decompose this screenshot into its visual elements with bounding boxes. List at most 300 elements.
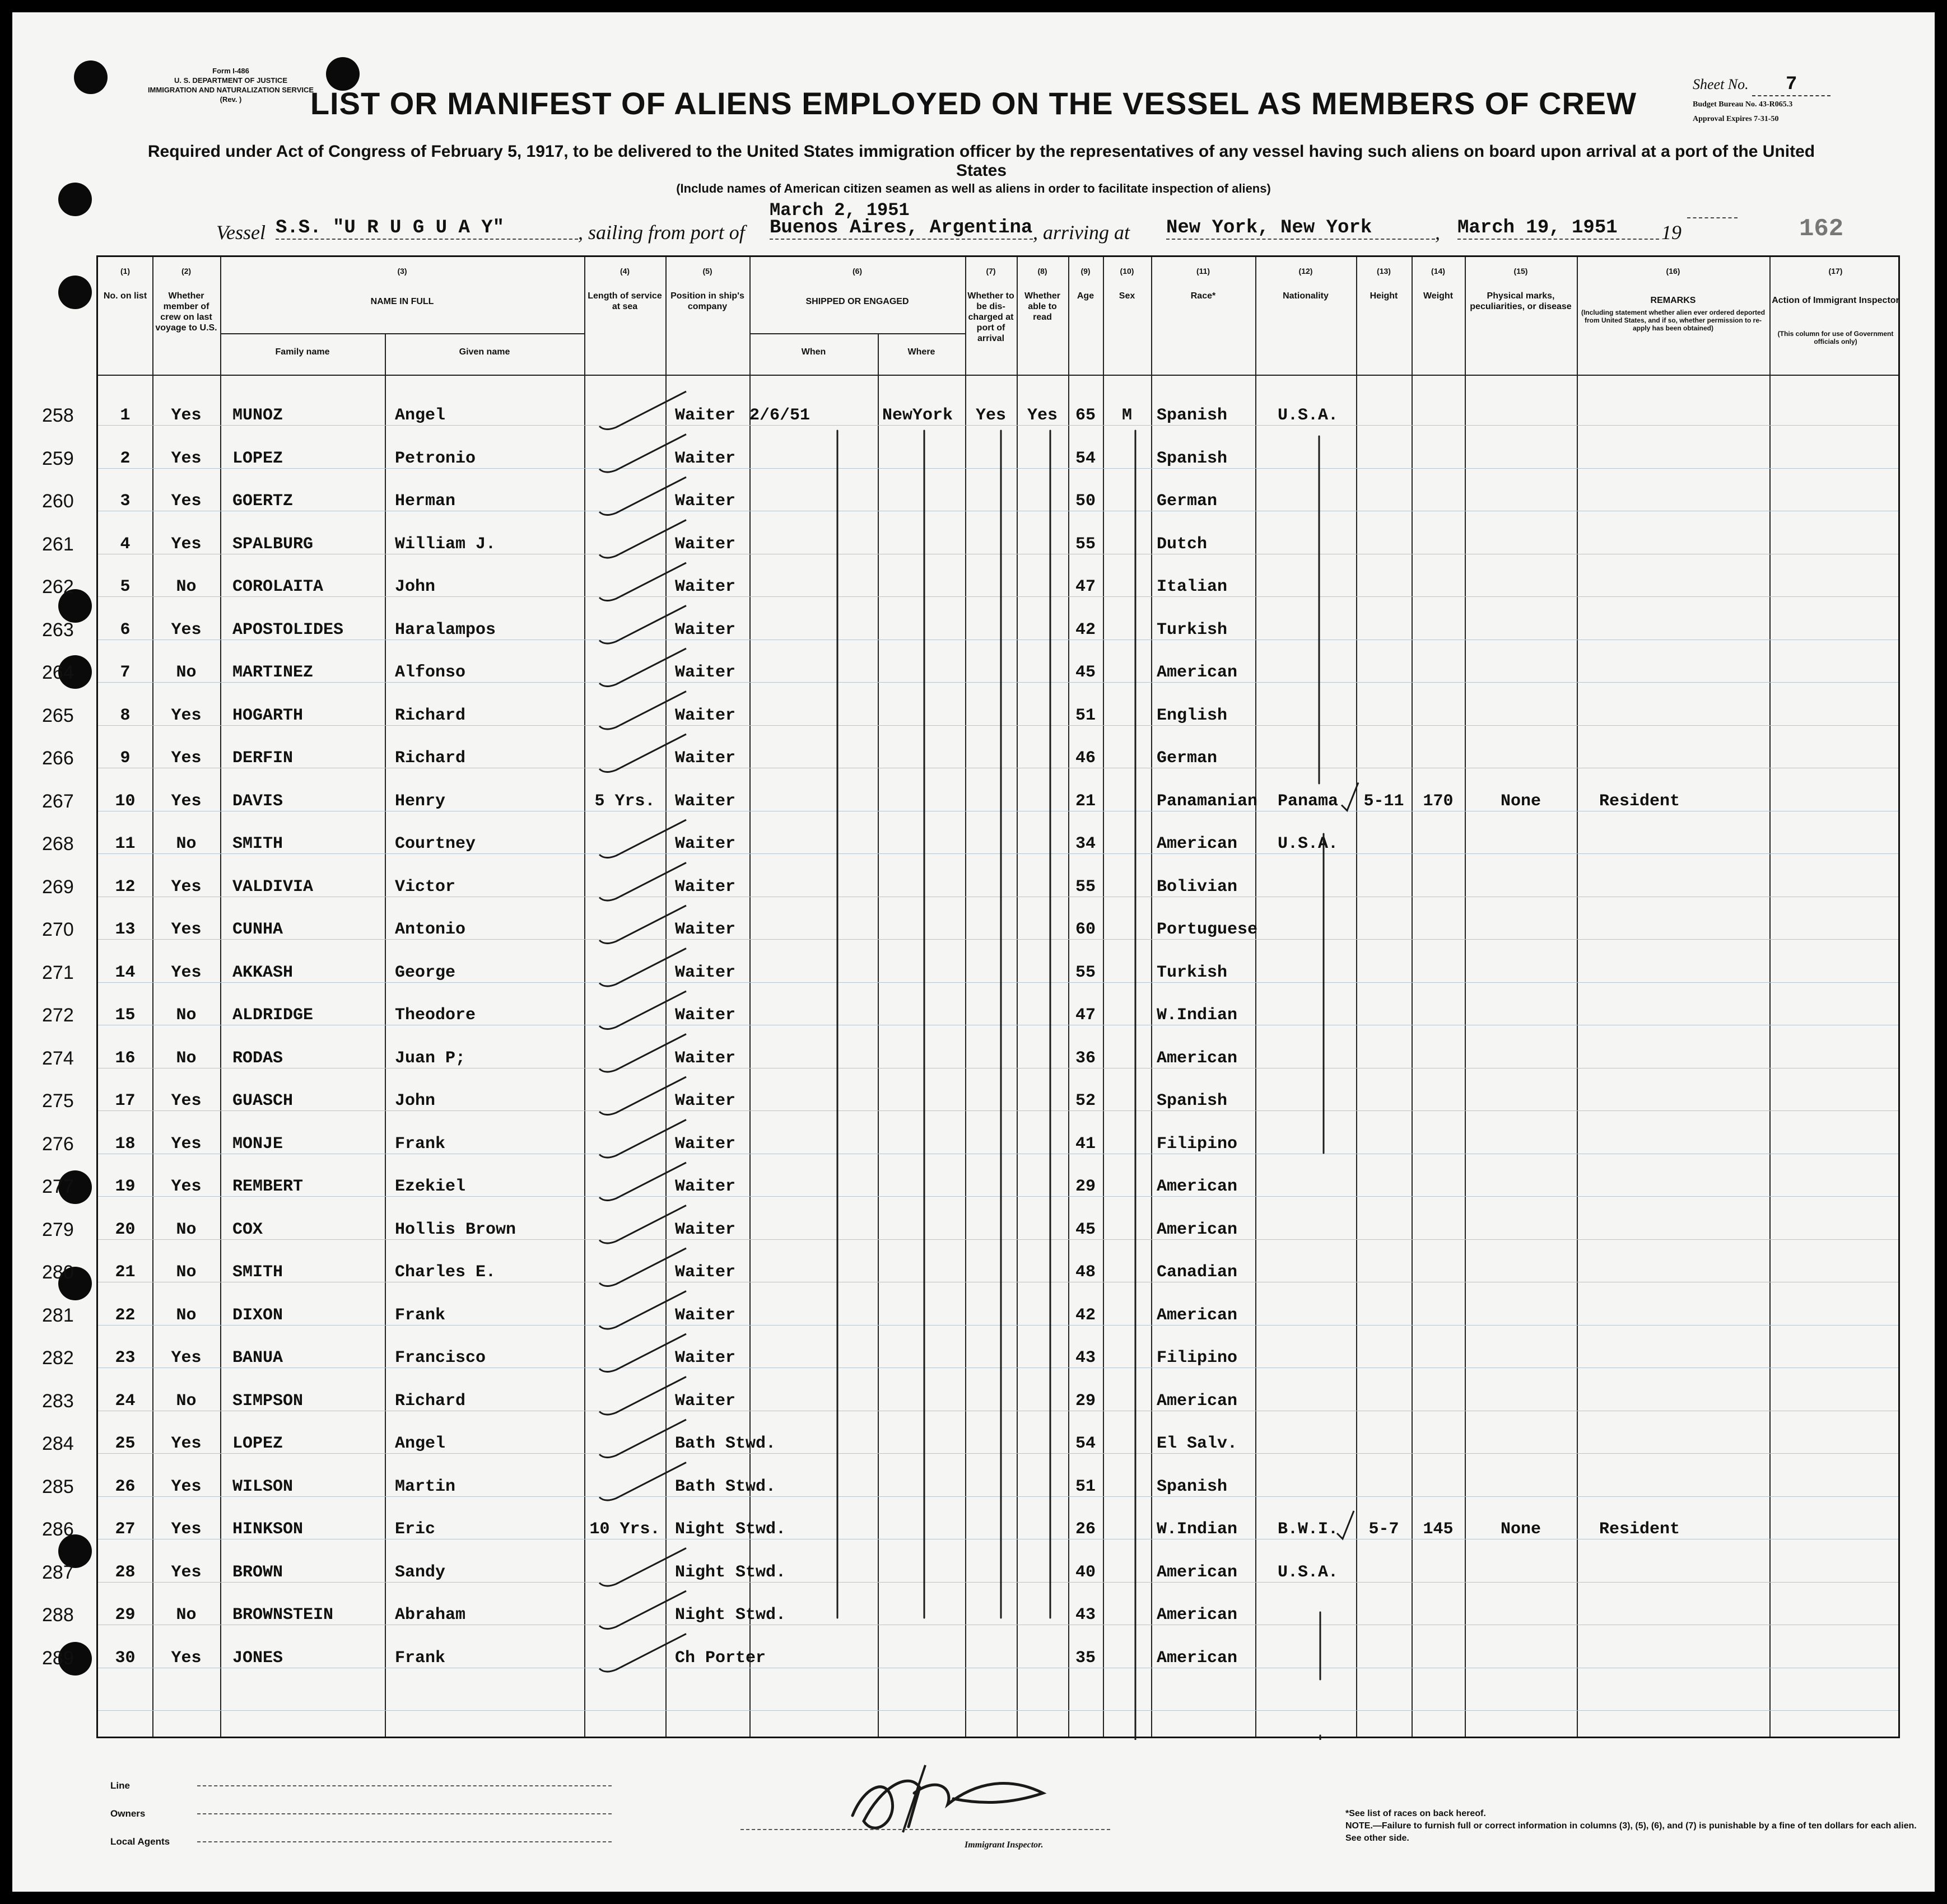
cell-last-voyage: Yes bbox=[171, 1134, 202, 1154]
cell-given-name: Theodore bbox=[395, 1006, 476, 1025]
cell-family-name: SMITH bbox=[232, 1263, 283, 1282]
cell-last-voyage: Yes bbox=[171, 920, 202, 939]
manifest-line-number: 281 bbox=[42, 1304, 74, 1326]
cell-age: 47 bbox=[1075, 577, 1096, 596]
cell-age: 42 bbox=[1075, 620, 1096, 640]
cell-nationality: U.S.A. bbox=[1278, 1562, 1339, 1582]
crew-manifest-table bbox=[42, 255, 1900, 1738]
cell-family-name: BANUA bbox=[232, 1348, 283, 1368]
cell-family-name: GOERTZ bbox=[232, 492, 294, 511]
year-label: 19 bbox=[1661, 221, 1682, 244]
service: IMMIGRATION AND NATURALIZATION SERVICE bbox=[147, 86, 314, 94]
owners-field bbox=[197, 1813, 612, 1814]
cell-last-voyage: Yes bbox=[171, 877, 202, 897]
cell-family-name: SIMPSON bbox=[232, 1391, 304, 1411]
cell-race: Spanish bbox=[1157, 449, 1228, 468]
immigrant-inspector-label: Immigrant Inspector. bbox=[965, 1840, 1044, 1850]
cell-race: Canadian bbox=[1157, 1263, 1238, 1282]
cell-race: W.Indian bbox=[1157, 1006, 1238, 1025]
cell-row-number: 12 bbox=[115, 877, 136, 897]
column-number: (3) bbox=[397, 267, 407, 276]
column-header: Sex bbox=[1119, 291, 1135, 301]
column-note: (This column for use of Government officials only) bbox=[1777, 330, 1894, 346]
arrival-date: March 19, 1951 bbox=[1457, 217, 1659, 240]
cell-row-number: 2 bbox=[120, 449, 131, 468]
cell-age: 54 bbox=[1075, 1434, 1096, 1453]
cell-last-voyage: Yes bbox=[171, 1477, 202, 1496]
check-mark bbox=[599, 949, 686, 987]
column-number: (17) bbox=[1828, 267, 1843, 276]
cell-last-voyage: Yes bbox=[171, 1348, 202, 1368]
cell-given-name: Haralampos bbox=[395, 620, 496, 640]
cell-row-number: 9 bbox=[120, 749, 131, 768]
races-note: *See list of races on back hereof. bbox=[1345, 1809, 1486, 1818]
manifest-line-number: 261 bbox=[42, 533, 74, 555]
cell-age: 41 bbox=[1075, 1134, 1096, 1154]
cell-position: Waiter bbox=[675, 834, 736, 853]
cell-last-voyage: Yes bbox=[171, 791, 202, 811]
cell-given-name: Antonio bbox=[395, 920, 466, 939]
manifest-line-number: 268 bbox=[42, 833, 74, 855]
cell-given-name: Alfonso bbox=[395, 663, 466, 682]
cell-age: 52 bbox=[1075, 1091, 1096, 1110]
page-title: LIST OR MANIFEST OF ALIENS EMPLOYED ON THE VESSEL AS MEMBERS OF CREW bbox=[310, 86, 1637, 121]
manifest-line-number: 274 bbox=[42, 1047, 74, 1069]
cell-row-number: 28 bbox=[115, 1562, 136, 1582]
cell-given-name: Ezekiel bbox=[395, 1177, 466, 1196]
column-number: (13) bbox=[1377, 267, 1391, 276]
cell-family-name: ALDRIDGE bbox=[232, 1006, 314, 1025]
cell-family-name: DERFIN bbox=[232, 749, 294, 768]
cell-position: Waiter bbox=[675, 920, 736, 939]
cell-given-name: John bbox=[395, 1091, 436, 1110]
cell-race: American bbox=[1157, 1177, 1238, 1196]
cell-age: 36 bbox=[1075, 1048, 1096, 1068]
cell-given-name: Hollis Brown bbox=[395, 1220, 516, 1239]
cell-given-name: Victor bbox=[395, 877, 456, 897]
cell-nationality: U.S.A. bbox=[1278, 834, 1339, 853]
cell-age: 35 bbox=[1075, 1648, 1096, 1668]
cell-position: Waiter bbox=[675, 534, 736, 554]
handwritten-marks bbox=[98, 257, 1902, 1740]
cell-service-length: 5 Yrs. bbox=[594, 791, 655, 811]
manifest-line-number: 286 bbox=[42, 1519, 74, 1540]
manifest-line-number: 282 bbox=[42, 1347, 74, 1369]
cell-height: 5-7 bbox=[1368, 1520, 1399, 1539]
sheet-label: Sheet No. bbox=[1693, 76, 1749, 92]
cell-age: 55 bbox=[1075, 877, 1096, 897]
cell-row-number: 14 bbox=[115, 963, 136, 982]
arriving-label: , arriving at bbox=[1033, 221, 1130, 244]
cell-position: Night Stwd. bbox=[675, 1606, 786, 1625]
check-mark bbox=[599, 1634, 686, 1672]
check-mark bbox=[599, 477, 686, 515]
cell-age: 40 bbox=[1075, 1562, 1096, 1582]
column-header: Age bbox=[1077, 291, 1094, 301]
column-number: (5) bbox=[702, 267, 712, 276]
cell-race: Filipino bbox=[1157, 1134, 1238, 1154]
cell-nationality: Panama bbox=[1278, 791, 1339, 811]
cell-row-number: 21 bbox=[115, 1263, 136, 1282]
cell-position: Waiter bbox=[675, 791, 736, 811]
cell-family-name: DAVIS bbox=[232, 791, 283, 811]
cell-family-name: BROWNSTEIN bbox=[232, 1606, 334, 1625]
check-mark bbox=[599, 1591, 686, 1629]
check-mark bbox=[1342, 783, 1358, 811]
cell-family-name: APOSTOLIDES bbox=[232, 620, 344, 640]
department: U. S. DEPARTMENT OF JUSTICE bbox=[174, 76, 287, 85]
check-mark bbox=[599, 1120, 686, 1158]
cell-race: El Salv. bbox=[1157, 1434, 1238, 1453]
check-mark bbox=[599, 1163, 686, 1201]
cell-position: Waiter bbox=[675, 620, 736, 640]
manifest-line-number: 263 bbox=[42, 619, 74, 641]
check-mark bbox=[599, 1248, 686, 1286]
cell-last-voyage: Yes bbox=[171, 449, 202, 468]
cell-family-name: MONJE bbox=[232, 1134, 283, 1154]
manifest-line-number: 271 bbox=[42, 962, 74, 983]
cell-row-number: 5 bbox=[120, 577, 131, 596]
cell-age: 55 bbox=[1075, 534, 1096, 554]
cell-last-voyage: Yes bbox=[171, 406, 202, 425]
manifest-line-number: 283 bbox=[42, 1390, 74, 1412]
cell-weight: 145 bbox=[1423, 1520, 1454, 1539]
cell-position: Waiter bbox=[675, 1177, 736, 1196]
cell-race: Italian bbox=[1157, 577, 1228, 596]
cell-age: 21 bbox=[1075, 791, 1096, 811]
cell-physical-marks: None bbox=[1500, 1520, 1541, 1539]
manifest-sheet: Form I-486 U. S. DEPARTMENT OF JUSTICE IMMIGRATION AND NATURALIZATION SERVICE (Rev. ) Sheet No. 7 Budget Bureau No. 43-R065.3 Approval Expires 7-31-50 LIST OR MANIFEST OF ALIENS EMPLOYED ON THE VESSEL AS MEMBERS OF CREW Required under Act of Congress of February 5, 1917, to be delivered to the United States immigration officer by the representatives of any vessel having such aliens on board upon arrival at a port of the United States (Include names of American citizen seamen as well as aliens in order to facilitate inspection of aliens) Vessel S.S. "U R U G U A Y" , sailing from port of March 2, 1951 Buenos Aires, Argentina , arriving at New York, New York , March 19, 1951 19 162 (1) No. on list (2) Whether member of crew on last voyage to U.S. (3) NAME IN FULL Family name Given name (4) Length of service at sea (5) Position in ship's company (6) SHIPPED OR ENGAGED When Where (7) Whether to be dis-charged at port of arrival (8) Whether able to read (9) Age (10) Sex (11) Race* (12) Nationality (13) Height (14) Weight (15) Physical marks, peculiarities, or disease (16) REMARKS (Including statement whether alien ever ordered deported from United States, and if so, whether permission to re-apply has been obtained) (17) Action of Immigrant Inspector (This column for use of Government officials only) 258 1 Yes MUNOZ Angel Waiter 2/6/51 NewYork Yes Yes 65 M Spanish U.S.A. 259 2 Yes LOPEZ Petronio Waiter 54 Spanish 260 3 Yes GOERTZ Herman Waiter 50 German 261 4 Yes SPALBURG William J. Waiter 55 Dutch 262 5 No COROLAITA John Waiter 47 Italian 263 6 Yes APOSTOLIDES Haralampos Waiter 42 Turkish 264 7 No MARTINEZ Alfonso Waiter 45 American 265 8 Yes HOGARTH Richard Waiter 51 English 266 9 Yes DERFIN Richard Waiter 46 German 267 10 Yes DAVIS Henry 5 Yrs. Waiter 21 Panamanian Panama 5-11 170 None Resident 268 11 No SMITH Courtney Waiter 34 American U.S.A. 269 12 Yes VALDIVIA Victor Waiter 55 Bolivian 270 13 Yes CUNHA Antonio Waiter 60 Portuguese 271 14 Yes AKKASH George Waiter 55 Turkish 272 15 No ALDRIDGE Theodore Waiter 47 W.Indian 274 16 No RODAS Juan P; Waiter 36 American 275 17 Yes GUASCH John Waiter 52 Spanish 276 18 Yes MONJE Frank Waiter 41 Filipino 277 19 Yes REMBERT Ezekiel Waiter 29 American 279 20 No COX Hollis Brown Waiter 45 American 280 21 No SMITH Charles E. Waiter 48 Canadian 281 22 No DIXON Frank Waiter 42 American 282 23 Yes BANUA Francisco Waiter 43 Filipino 283 24 No SIMPSON Richard Waiter 29 American 284 25 Yes LOPEZ Angel Bath Stwd. 54 El Salv. 285 26 Yes WILSON Martin Bath Stwd. 51 Spanish 286 27 Yes HINKSON Eric 10 Yrs. Night Stwd. 26 W.Indian B.W.I. 5-7 145 None Resident 287 28 Yes BROWN Sandy Night Stwd. 40 American U.S.A. 288 29 No BROWNSTEIN Abraham Night Stwd. 43 American 289 30 Yes JONES Frank Ch Porter 35 American Line Owners Local Agents Immigrant Inspector. *See list of races on back hereof. NOTE.—Failure to furnish full or correct information in columns (3), (5), (6), and (7) is punishable by a fine of ten dollars for each alien. See other side. bbox=[12, 12, 1935, 1892]
budget-bureau: Budget Bureau No. 43-R065.3 bbox=[1693, 100, 1793, 109]
cell-position: Ch Porter bbox=[675, 1648, 766, 1668]
cell-last-voyage: Yes bbox=[171, 1177, 202, 1196]
manifest-line-number: 270 bbox=[42, 919, 74, 940]
cell-position: Waiter bbox=[675, 492, 736, 511]
cell-position: Waiter bbox=[675, 1220, 736, 1239]
column-note: (Including statement whether alien ever ordered deported from United States, and if so, whether permission to re-apply has been obtained) bbox=[1581, 309, 1766, 332]
column-header: Length of service at sea bbox=[588, 291, 662, 311]
cell-family-name: LOPEZ bbox=[232, 449, 283, 468]
manifest-line-number: 287 bbox=[42, 1561, 74, 1583]
cell-sex: M bbox=[1121, 406, 1132, 425]
line-field bbox=[197, 1785, 612, 1786]
manifest-line-number: 275 bbox=[42, 1090, 74, 1112]
cell-row-number: 1 bbox=[120, 406, 131, 425]
cell-row-number: 17 bbox=[115, 1091, 136, 1110]
cell-position: Night Stwd. bbox=[675, 1562, 786, 1582]
check-mark bbox=[599, 391, 686, 430]
cell-age: 65 bbox=[1075, 406, 1096, 425]
cell-given-name: John bbox=[395, 577, 436, 596]
cell-given-name: Abraham bbox=[395, 1606, 466, 1625]
cell-given-name: Charles E. bbox=[395, 1263, 496, 1282]
cell-age: 51 bbox=[1075, 706, 1096, 725]
cell-race: Spanish bbox=[1157, 1477, 1228, 1496]
cell-race: Panamanian bbox=[1157, 791, 1258, 811]
column-subheader: Family name bbox=[275, 347, 330, 357]
cell-last-voyage: Yes bbox=[171, 706, 202, 725]
cell-row-number: 20 bbox=[115, 1220, 136, 1239]
manifest-line-number: 267 bbox=[42, 790, 74, 812]
cell-given-name: Francisco bbox=[395, 1348, 486, 1368]
column-header: Action of Immigrant Inspector bbox=[1772, 296, 1899, 305]
check-mark bbox=[599, 734, 686, 772]
cell-family-name: CUNHA bbox=[232, 920, 283, 939]
column-header: No. on list bbox=[103, 291, 147, 301]
cell-age: 45 bbox=[1075, 663, 1096, 682]
sailing-port: Buenos Aires, Argentina bbox=[770, 217, 1033, 239]
cell-row-number: 23 bbox=[115, 1348, 136, 1368]
column-header: Physical marks, peculiarities, or disease bbox=[1470, 291, 1572, 311]
check-mark bbox=[599, 906, 686, 944]
cell-age: 46 bbox=[1075, 749, 1096, 768]
approval-expiry: Approval Expires 7-31-50 bbox=[1693, 115, 1779, 123]
cell-row-number: 25 bbox=[115, 1434, 136, 1453]
cell-family-name: MARTINEZ bbox=[232, 663, 314, 682]
cell-position: Waiter bbox=[675, 1263, 736, 1282]
include-note: (Include names of American citizen seamen as well as aliens in order to facilitate inspection of aliens) bbox=[676, 181, 1271, 195]
check-mark bbox=[599, 820, 686, 858]
check-mark bbox=[599, 435, 686, 473]
form-number: Form I-486 bbox=[212, 67, 249, 75]
cell-able-to-read: Yes bbox=[1027, 406, 1058, 425]
check-mark bbox=[599, 1034, 686, 1072]
column-header: REMARKS bbox=[1650, 296, 1696, 305]
cell-race: American bbox=[1157, 1648, 1238, 1668]
cell-family-name: GUASCH bbox=[232, 1091, 294, 1110]
cell-family-name: MUNOZ bbox=[232, 406, 283, 425]
cell-position: Waiter bbox=[675, 1391, 736, 1411]
cell-race: American bbox=[1157, 1606, 1238, 1625]
cell-last-voyage: No bbox=[176, 1048, 197, 1068]
footer-notes bbox=[1345, 1808, 1928, 1845]
cell-family-name: SMITH bbox=[232, 834, 283, 853]
cell-row-number: 29 bbox=[115, 1606, 136, 1625]
check-mark bbox=[1337, 1511, 1354, 1539]
cell-position: Waiter bbox=[675, 1048, 736, 1068]
sheet-number: 7 bbox=[1752, 74, 1830, 96]
column-number: (1) bbox=[120, 267, 131, 276]
cell-family-name: AKKASH bbox=[232, 963, 294, 982]
cell-last-voyage: No bbox=[176, 1391, 197, 1411]
cell-given-name: Martin bbox=[395, 1477, 456, 1496]
column-header: Race* bbox=[1190, 291, 1216, 301]
column-number: (10) bbox=[1120, 267, 1134, 276]
column-number: (8) bbox=[1037, 267, 1047, 276]
cell-last-voyage: Yes bbox=[171, 963, 202, 982]
column-header: Whether able to read bbox=[1024, 291, 1060, 322]
cell-race: American bbox=[1157, 1391, 1238, 1411]
cell-remarks: Resident bbox=[1599, 791, 1680, 811]
column-header: Nationality bbox=[1283, 291, 1329, 301]
cell-row-number: 6 bbox=[120, 620, 131, 640]
column-subheader: When bbox=[801, 347, 826, 357]
manifest-line-number: 289 bbox=[42, 1647, 74, 1669]
cell-position: Bath Stwd. bbox=[675, 1434, 776, 1453]
cell-last-voyage: Yes bbox=[171, 1562, 202, 1582]
cell-row-number: 10 bbox=[115, 791, 136, 811]
check-mark bbox=[599, 1334, 686, 1372]
manifest-line-number: 265 bbox=[42, 704, 74, 726]
cell-race: Turkish bbox=[1157, 620, 1228, 640]
cell-family-name: RODAS bbox=[232, 1048, 283, 1068]
cell-race: Spanish bbox=[1157, 406, 1228, 425]
manifest-line-number: 280 bbox=[42, 1262, 74, 1283]
cell-race: American bbox=[1157, 1305, 1238, 1325]
cell-age: 48 bbox=[1075, 1263, 1096, 1282]
arriving-port: New York, New York bbox=[1166, 217, 1435, 240]
column-number: (15) bbox=[1513, 267, 1528, 276]
cell-family-name: COROLAITA bbox=[232, 577, 324, 596]
cell-position: Waiter bbox=[675, 1006, 736, 1025]
cell-race: Dutch bbox=[1157, 534, 1208, 554]
manifest-line-number: 259 bbox=[42, 447, 74, 469]
check-mark bbox=[599, 1548, 686, 1586]
cell-physical-marks: None bbox=[1500, 791, 1541, 811]
cell-given-name: Eric bbox=[395, 1520, 436, 1539]
cell-age: 29 bbox=[1075, 1177, 1096, 1196]
cell-row-number: 8 bbox=[120, 706, 131, 725]
cell-age: 54 bbox=[1075, 449, 1096, 468]
check-mark bbox=[599, 1377, 686, 1415]
cell-race: W.Indian bbox=[1157, 1520, 1238, 1539]
cell-position: Night Stwd. bbox=[675, 1520, 786, 1539]
cell-last-voyage: No bbox=[176, 834, 197, 853]
column-header: Height bbox=[1370, 291, 1398, 301]
cell-age: 43 bbox=[1075, 1606, 1096, 1625]
cell-position: Waiter bbox=[675, 663, 736, 682]
revision: (Rev. ) bbox=[220, 95, 242, 104]
column-subheader: Given name bbox=[459, 347, 510, 357]
cell-given-name: Frank bbox=[395, 1134, 446, 1154]
cell-given-name: Frank bbox=[395, 1648, 446, 1668]
cell-given-name: Richard bbox=[395, 749, 466, 768]
cell-given-name: Angel bbox=[395, 1434, 446, 1453]
cell-service-length: 10 Yrs. bbox=[589, 1520, 660, 1539]
cell-row-number: 27 bbox=[115, 1520, 136, 1539]
cell-age: 60 bbox=[1075, 920, 1096, 939]
cell-family-name: DIXON bbox=[232, 1305, 283, 1325]
check-mark bbox=[599, 606, 686, 644]
cell-age: 26 bbox=[1075, 1520, 1096, 1539]
cell-row-number: 15 bbox=[115, 1006, 136, 1025]
cell-given-name: Angel bbox=[395, 406, 446, 425]
cell-row-number: 13 bbox=[115, 920, 136, 939]
punch-hole bbox=[58, 276, 92, 309]
inspector-field bbox=[740, 1829, 1110, 1830]
cell-position: Waiter bbox=[675, 749, 736, 768]
cell-discharged: Yes bbox=[975, 406, 1006, 425]
column-number: (2) bbox=[181, 267, 192, 276]
cell-race: German bbox=[1157, 749, 1218, 768]
cell-last-voyage: Yes bbox=[171, 1520, 202, 1539]
column-header: Whether member of crew on last voyage to U.S. bbox=[155, 291, 217, 333]
manifest-line-number: 260 bbox=[42, 491, 74, 512]
cell-age: 34 bbox=[1075, 834, 1096, 853]
cell-last-voyage: Yes bbox=[171, 749, 202, 768]
column-number: (9) bbox=[1080, 267, 1091, 276]
cell-row-number: 16 bbox=[115, 1048, 136, 1068]
manifest-line-number: 272 bbox=[42, 1005, 74, 1026]
manifest-line-number: 277 bbox=[42, 1176, 74, 1197]
cell-row-number: 11 bbox=[115, 834, 136, 853]
column-number: (16) bbox=[1666, 267, 1680, 276]
cell-family-name: COX bbox=[232, 1220, 263, 1239]
cell-position: Waiter bbox=[675, 406, 736, 425]
cell-position: Waiter bbox=[675, 706, 736, 725]
column-number: (14) bbox=[1431, 267, 1445, 276]
column-header: NAME IN FULL bbox=[370, 297, 434, 306]
cell-last-voyage: No bbox=[176, 663, 197, 682]
manifest-line-number: 284 bbox=[42, 1433, 74, 1454]
vessel-name: S.S. "U R U G U A Y" bbox=[276, 217, 578, 240]
column-header: SHIPPED OR ENGAGED bbox=[805, 297, 909, 306]
cell-given-name: Frank bbox=[395, 1305, 446, 1325]
cell-race: Portuguese bbox=[1157, 920, 1258, 939]
cell-race: Spanish bbox=[1157, 1091, 1228, 1110]
manifest-line-number: 269 bbox=[42, 876, 74, 898]
line-label: Line bbox=[110, 1780, 130, 1791]
cell-given-name: George bbox=[395, 963, 456, 982]
cell-last-voyage: No bbox=[176, 577, 197, 596]
cell-position: Waiter bbox=[675, 877, 736, 897]
cell-family-name: HINKSON bbox=[232, 1520, 304, 1539]
check-mark bbox=[599, 648, 686, 687]
cell-age: 50 bbox=[1075, 492, 1096, 511]
cell-position: Waiter bbox=[675, 963, 736, 982]
cell-position: Waiter bbox=[675, 1134, 736, 1154]
manifest-line-number: 258 bbox=[42, 405, 74, 426]
cell-family-name: HOGARTH bbox=[232, 706, 304, 725]
check-mark bbox=[599, 1206, 686, 1244]
legal-requirement: Required under Act of Congress of February 5, 1917, to be delivered to the United States immigration officer by the representatives of any vessel having such aliens on board upon arrival at a port of the United States bbox=[147, 142, 1815, 180]
cell-race: American bbox=[1157, 1220, 1238, 1239]
column-number: (6) bbox=[852, 267, 863, 276]
manifest-line-number: 288 bbox=[42, 1604, 74, 1626]
column-number: (11) bbox=[1196, 267, 1210, 276]
cell-position: Waiter bbox=[675, 1091, 736, 1110]
check-mark bbox=[599, 520, 686, 558]
sailing-label: , sailing from port of bbox=[578, 221, 745, 244]
check-mark bbox=[599, 991, 686, 1029]
cell-last-voyage: Yes bbox=[171, 1648, 202, 1668]
manifest-line-number: 262 bbox=[42, 576, 74, 598]
cell-family-name: JONES bbox=[232, 1648, 283, 1668]
cell-race: American bbox=[1157, 1562, 1238, 1582]
cell-position: Bath Stwd. bbox=[675, 1477, 776, 1496]
cell-given-name: Sandy bbox=[395, 1562, 446, 1582]
column-number: (4) bbox=[620, 267, 630, 276]
cell-family-name: REMBERT bbox=[232, 1177, 304, 1196]
footer-labels bbox=[110, 1772, 170, 1856]
check-mark bbox=[599, 1463, 686, 1501]
cell-row-number: 19 bbox=[115, 1177, 136, 1196]
cell-race: Filipino bbox=[1157, 1348, 1238, 1368]
column-header: Weight bbox=[1423, 291, 1454, 301]
cell-last-voyage: No bbox=[176, 1606, 197, 1625]
cell-given-name: Herman bbox=[395, 492, 456, 511]
cell-family-name: BROWN bbox=[232, 1562, 283, 1582]
vessel-label: Vessel bbox=[216, 221, 266, 244]
agents-field bbox=[197, 1841, 612, 1842]
cell-row-number: 18 bbox=[115, 1134, 136, 1154]
cell-race: German bbox=[1157, 492, 1218, 511]
cell-last-voyage: Yes bbox=[171, 534, 202, 554]
penalty-note: NOTE.—Failure to furnish full or correct information in columns (3), (5), (6), and (7) is punishable by a fine of ten dollars for each alien. See other side. bbox=[1345, 1821, 1917, 1843]
column-header: Position in ship's company bbox=[670, 291, 744, 311]
inspector-signature bbox=[841, 1754, 1065, 1838]
manifest-line-number: 279 bbox=[42, 1219, 74, 1240]
